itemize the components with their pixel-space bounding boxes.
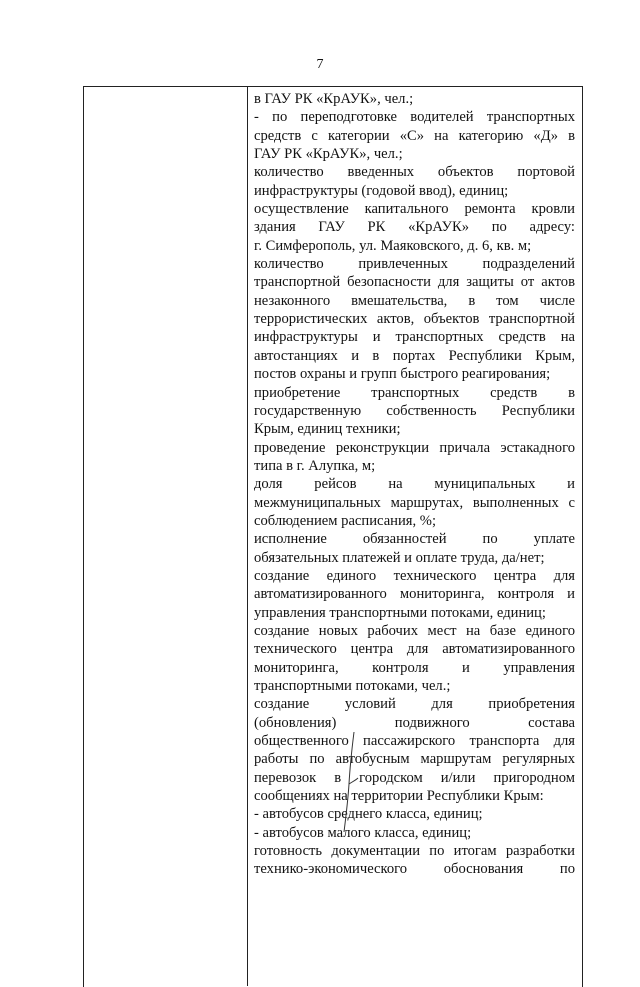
text-line: создание условий для приобретения bbox=[254, 696, 575, 713]
text-line: государственную собственность Республики bbox=[254, 402, 575, 419]
text-line: доля рейсов на муниципальных и bbox=[254, 476, 575, 493]
text-line: исполнение обязанностей по уплате bbox=[254, 531, 575, 548]
text-line: здания ГАУ РК «КрАУК» по адресу: bbox=[254, 219, 575, 236]
text-line: ГАУ РК «КрАУК», чел.; bbox=[254, 146, 403, 163]
text-line: транспортными потоками, чел.; bbox=[254, 678, 451, 694]
column-divider bbox=[247, 86, 248, 986]
indicator-text-cell bbox=[254, 90, 575, 879]
text-line: незаконного вмешательства, в том числе bbox=[254, 292, 575, 309]
text-line: Крым, единиц техники; bbox=[254, 421, 401, 438]
text-line: террористических актов, объектов транспортной bbox=[254, 311, 575, 328]
text-line: в ГАУ РК «КрАУК», чел.; bbox=[254, 91, 414, 107]
text-line: количество привлеченных подразделений bbox=[254, 256, 575, 273]
text-line: г. Симферополь, ул. Маяковского, д. 6, кв. м; bbox=[254, 237, 532, 254]
text-line: готовность документации по итогам разработки bbox=[254, 843, 575, 860]
text-line: проведение реконструкции причала эстакадного bbox=[254, 439, 575, 456]
text-line: средств с категории «С» на категорию «Д» в bbox=[254, 127, 575, 144]
text-line: мониторинга, контроля и управления bbox=[254, 659, 575, 676]
page-number: 7 bbox=[316, 57, 324, 72]
text-line: создание новых рабочих мест на базе единого bbox=[254, 622, 575, 639]
text-line: технического центра для автоматизированного bbox=[254, 641, 575, 658]
text-line: общественного пассажирского транспорта для bbox=[254, 733, 575, 750]
text-line: автостанциях и в портах Республики Крым, bbox=[254, 347, 575, 364]
text-line: транспортной безопасности для защиты от актов bbox=[254, 274, 575, 291]
text-line: создание единого технического центра для bbox=[254, 567, 575, 584]
text-line: технико-экономического обоснования по bbox=[254, 861, 575, 878]
text-line: инфраструктуры (годовой ввод), единиц; bbox=[254, 182, 509, 199]
text-line: постов охраны и групп быстрого реагирования; bbox=[254, 366, 551, 383]
text-line: - автобусов среднего класса, единиц; bbox=[254, 806, 483, 823]
text-line: межмуниципальных маршрутах, выполненных с bbox=[254, 494, 575, 511]
text-line: - автобусов малого класса, единиц; bbox=[254, 824, 472, 841]
text-line: автоматизированного мониторинга, контроля и bbox=[254, 586, 575, 603]
text-line: осуществление капитального ремонта кровли bbox=[254, 201, 575, 218]
text-line: работы по автобусным маршрутам регулярных bbox=[254, 751, 575, 768]
text-line: сообщениях на территории Республики Крым: bbox=[254, 788, 544, 805]
text-line: (обновления) подвижного состава bbox=[254, 714, 575, 731]
text-line: управления транспортными потоками, единиц; bbox=[254, 604, 546, 621]
text-line: обязательных платежей и оплате труда, да/нет; bbox=[254, 549, 545, 566]
text-line: приобретение транспортных средств в bbox=[254, 384, 575, 401]
text-line: перевозок в городском и/или пригородном bbox=[254, 769, 575, 786]
text-line: - по переподготовке водителей транспортных bbox=[254, 109, 575, 126]
text-line: количество введенных объектов портовой bbox=[254, 164, 575, 181]
text-line: инфраструктуры и транспортных средств на bbox=[254, 329, 575, 346]
text-line: типа в г. Алупка, м; bbox=[254, 457, 376, 474]
text-line: соблюдением расписания, %; bbox=[254, 512, 437, 529]
